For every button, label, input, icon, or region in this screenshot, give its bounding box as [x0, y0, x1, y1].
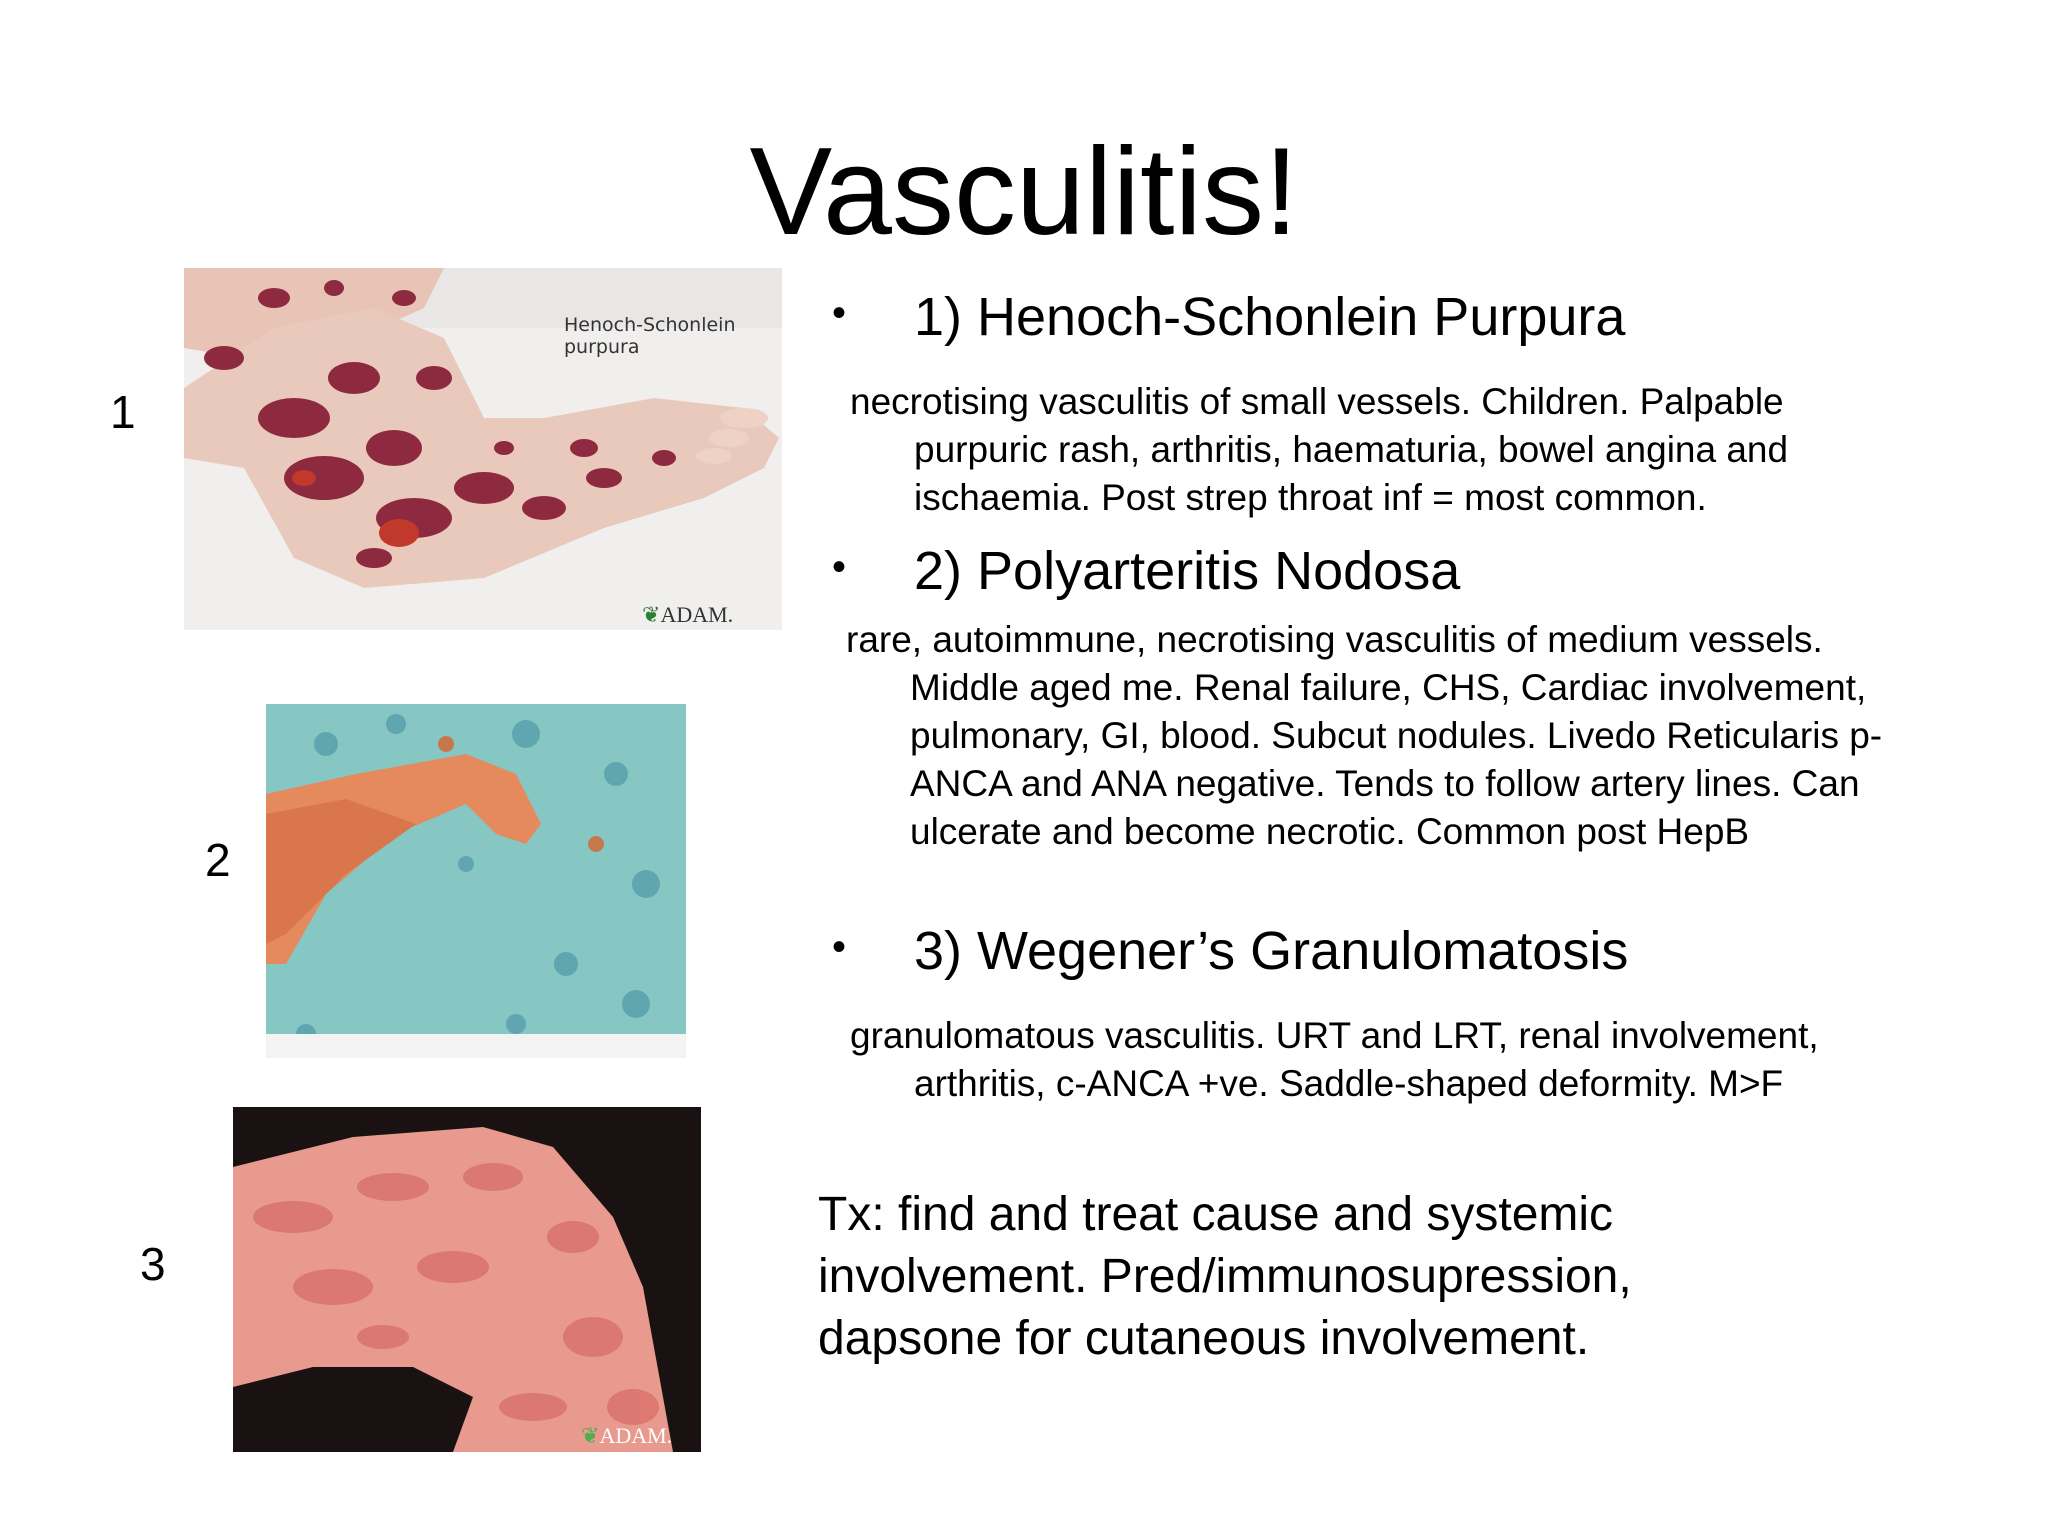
photo-1-caption-line2: purpura — [564, 336, 640, 358]
treatment-text: Tx: find and treat cause and systemic involvement. Pred/immunosupression, dapsone for cutaneous involvement. — [818, 1188, 1632, 1365]
photo-3-illustration — [233, 1107, 701, 1452]
photo-1-number: 1 — [110, 386, 136, 438]
photo-henoch-schonlein-purpura — [184, 268, 782, 630]
leaf-icon: ❦ — [642, 602, 661, 627]
slide-title: Vasculitis! — [749, 123, 1299, 261]
bullet-body: necrotising vasculitis of small vessels. Children. Palpable purpuric rash, arthritis, haematuria, bowel angina and ischaemia. Post strep throat inf = most common. — [850, 381, 1789, 518]
bullet-body: granulomatous vasculitis. URT and LRT, renal involvement, arthritis, c-ANCA +ve. Saddle-shaped deformity. M>F — [850, 1015, 1819, 1104]
bullet-icon: • — [832, 291, 847, 335]
bullet-heading: 2) Polyarteritis Nodosa — [914, 541, 1461, 601]
photo-3-number: 3 — [140, 1238, 166, 1290]
photo-2-illustration — [266, 704, 686, 1058]
photo-polyarteritis-nodosa — [266, 704, 686, 1058]
bullet-icon: • — [832, 925, 847, 969]
bullet-body: rare, autoimmune, necrotising vasculitis of medium vessels. Middle aged me. Renal failure, CHS, Cardiac involvement, pulmonary, GI, blood. Subcut nodules. Livedo Reticularis p-ANCA and ANA negative. Tends to follow artery lines. Can ulcerate and become necrotic. Common post HepB — [846, 619, 1883, 852]
adam-logo-1: ❦ADAM. — [642, 602, 734, 627]
photo-1-caption-line1: Henoch-Schonlein — [564, 314, 736, 336]
photo-2-number: 2 — [205, 834, 231, 886]
bullet-icon: • — [832, 545, 847, 589]
bullet-heading: 1) Henoch-Schonlein Purpura — [914, 287, 1626, 347]
leaf-icon: ❦ — [581, 1423, 600, 1448]
adam-logo-3: ❦ADAM. — [581, 1423, 673, 1448]
photo-wegeners-granulomatosis — [233, 1107, 701, 1452]
bullet-heading: 3) Wegener’s Granulomatosis — [914, 921, 1629, 981]
